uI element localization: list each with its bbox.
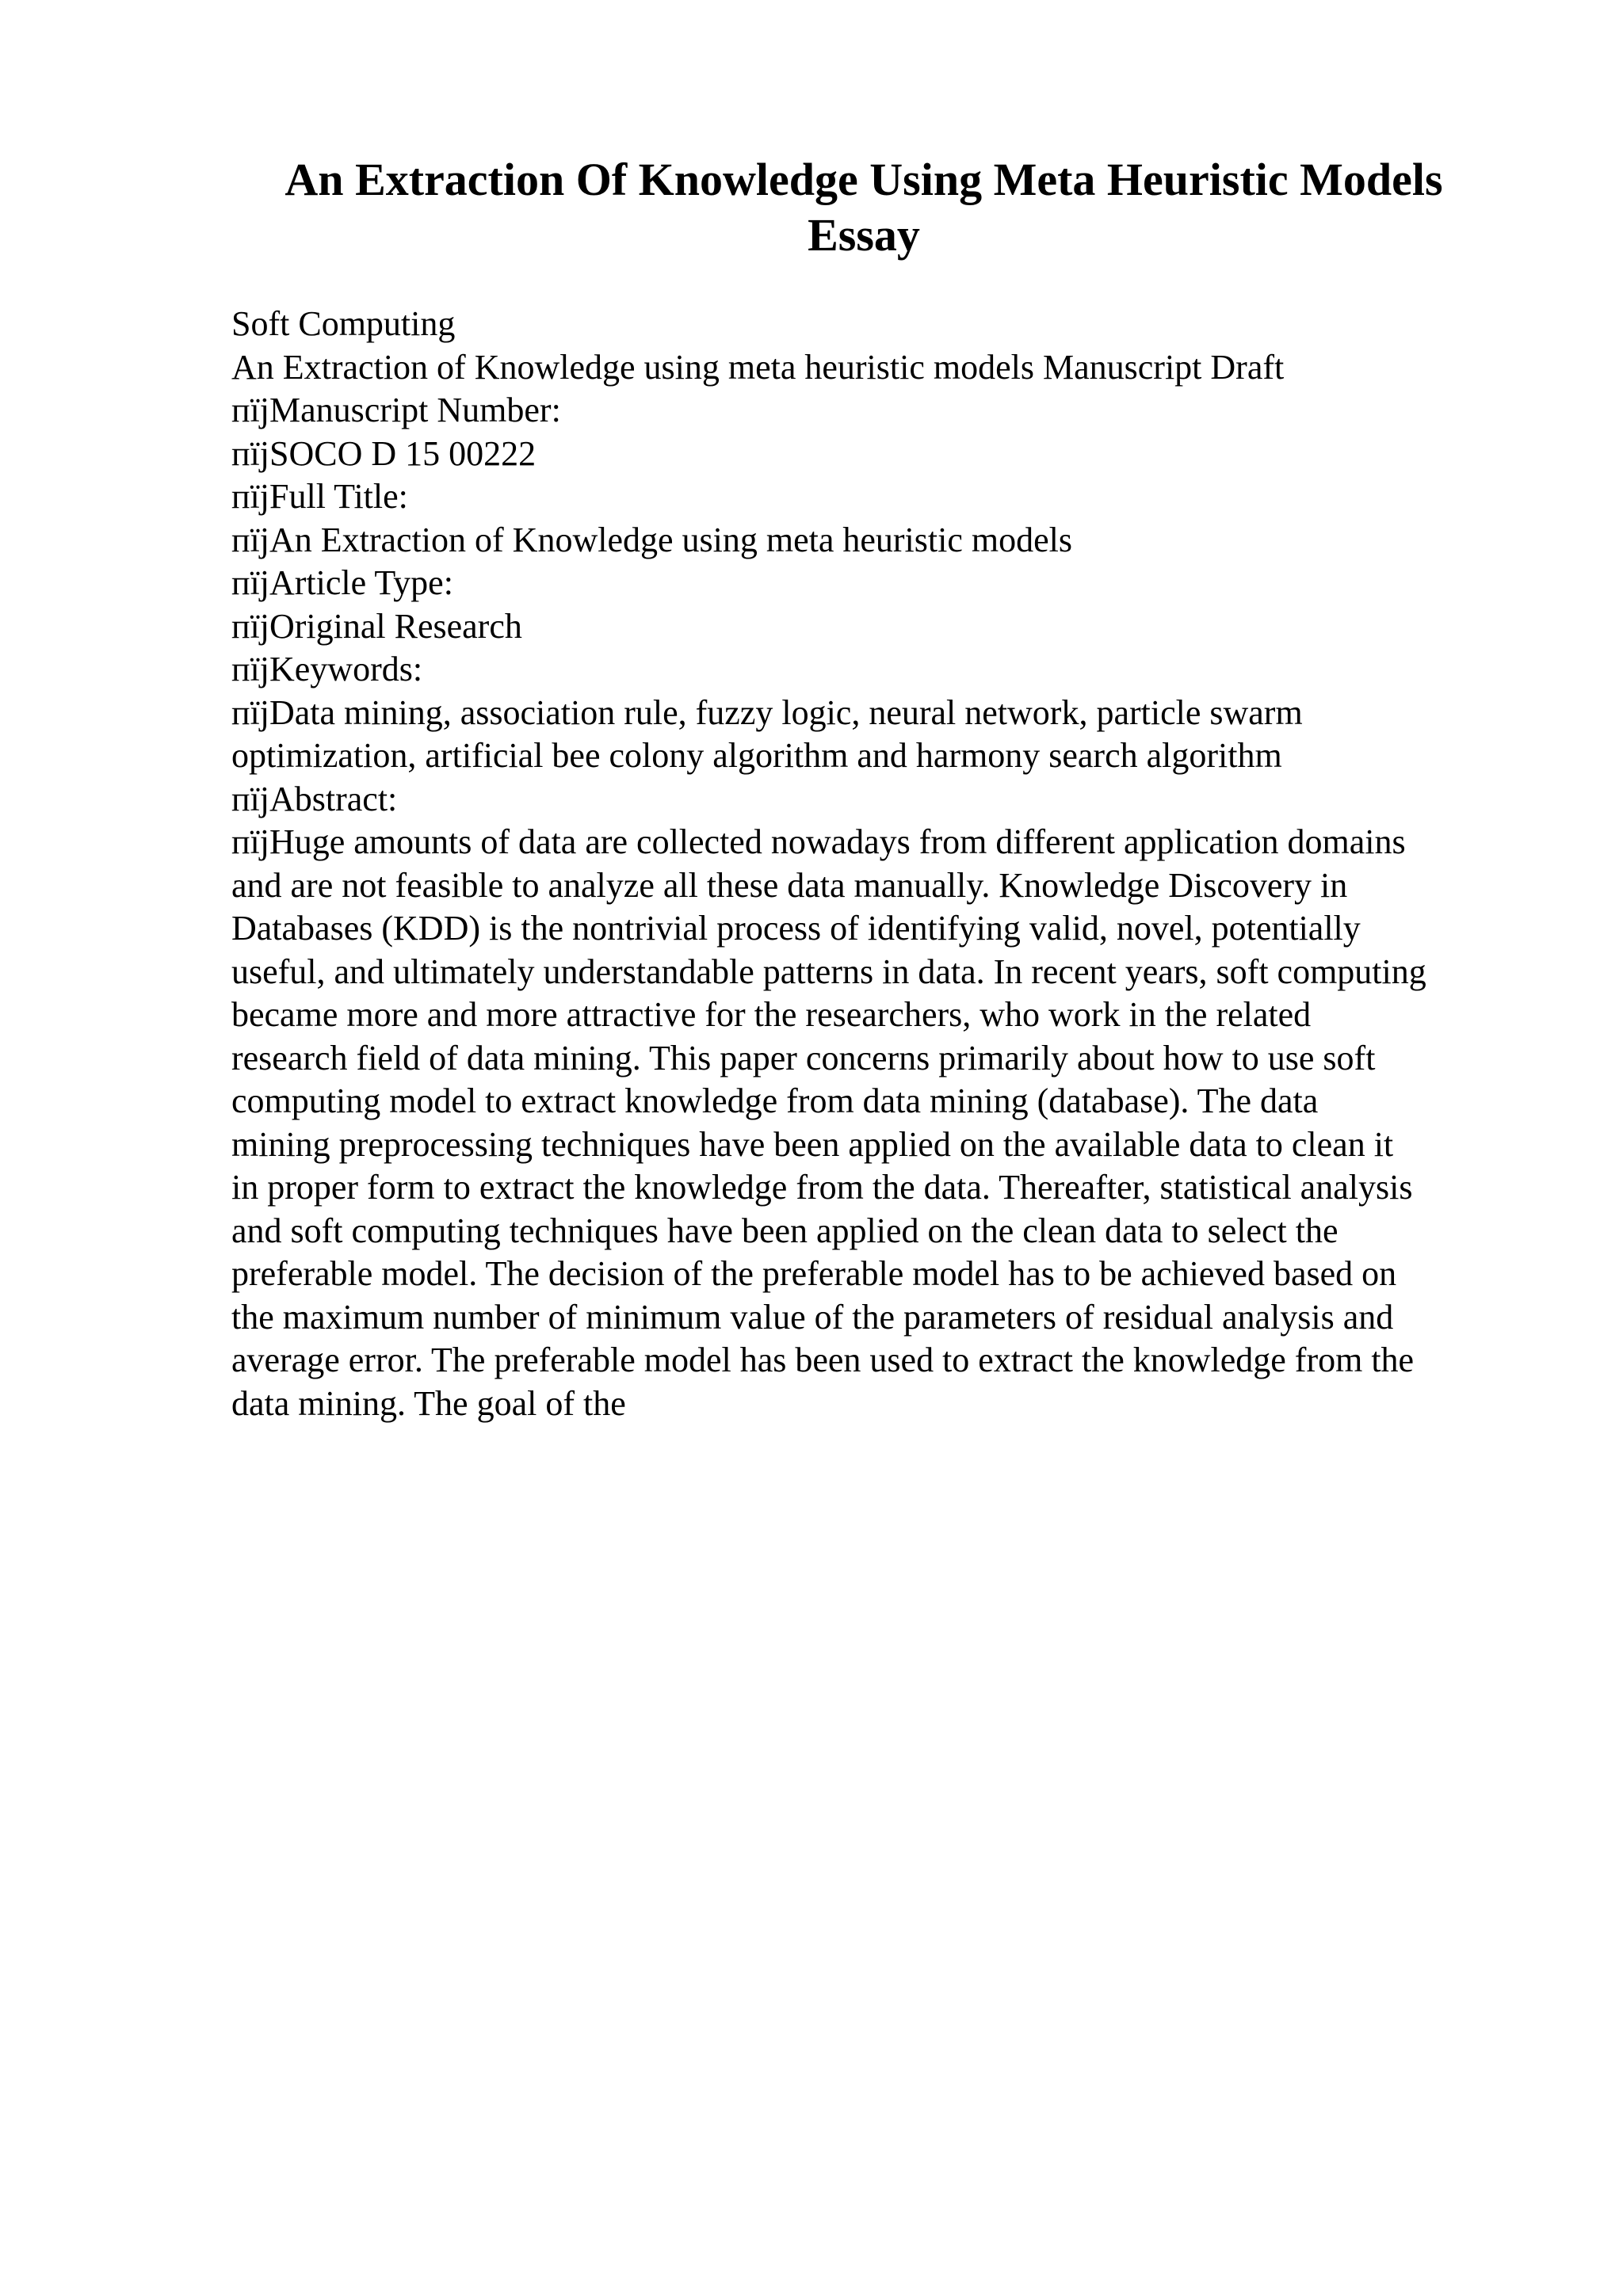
abstract-line: became more and more attractive for the researchers, who work in the related (231, 995, 1312, 1034)
article-type-label: пїјArticle Type: (231, 563, 453, 602)
abstract-line: preferable model. The decision of the preferable model has to be achieved based on (231, 1254, 1397, 1293)
document-body (231, 303, 1515, 1425)
abstract-line: Databases (KDD) is the nontrivial process of identifying valid, novel, potentially (231, 909, 1361, 948)
abstract-line: пїјHuge amounts of data are collected nowadays from different application domains (231, 822, 1406, 861)
abstract-line: average error. The preferable model has been used to extract the knowledge from the (231, 1341, 1415, 1379)
abstract-line: mining preprocessing techniques have been applied on the available data to clean it (231, 1124, 1394, 1164)
abstract-line: the maximum number of minimum value of the parameters of residual analysis and (231, 1297, 1394, 1337)
abstract-line: in proper form to extract the knowledge from the data. Thereafter, statistical analysis (231, 1168, 1413, 1207)
keywords-label: пїјKeywords: (231, 650, 423, 688)
full-title-label: пїјFull Title: (231, 477, 408, 516)
document-title: An Extraction Of Knowledge Using Meta Heuristic Models Essay (285, 154, 1443, 261)
abstract-line: useful, and ultimately understandable patterns in data. In recent years, soft computing (231, 952, 1426, 991)
abstract-line: and soft computing techniques have been applied on the clean data to select the (231, 1211, 1338, 1250)
abstract-line: and are not feasible to analyze all these data manually. Knowledge Discovery in (231, 865, 1348, 905)
full-title-value: пїјAn Extraction of Knowledge using meta heuristic models (231, 520, 1072, 559)
manuscript-draft-line: An Extraction of Knowledge using meta heuristic models Manuscript Draft (231, 347, 1285, 387)
abstract-line: computing model to extract knowledge from data mining (database). The data (231, 1081, 1319, 1120)
keywords-line: пїјData mining, association rule, fuzzy logic, neural network, particle swarm (231, 692, 1303, 732)
abstract-label: пїјAbstract: (231, 779, 398, 818)
abstract-line: research field of data mining. This paper concerns primarily about how to use soft (231, 1038, 1376, 1077)
manuscript-number-value: пїјSOCO D 15 00222 (231, 433, 537, 473)
abstract-line: data mining. The goal of the (231, 1383, 626, 1423)
article-type-value: пїјOriginal Research (231, 606, 522, 646)
manuscript-number-label: пїјManuscript Number: (231, 391, 561, 429)
journal-name-line: Soft Computing (231, 304, 456, 343)
keywords-line: optimization, artificial bee colony algorithm and harmony search algorithm (231, 736, 1282, 775)
